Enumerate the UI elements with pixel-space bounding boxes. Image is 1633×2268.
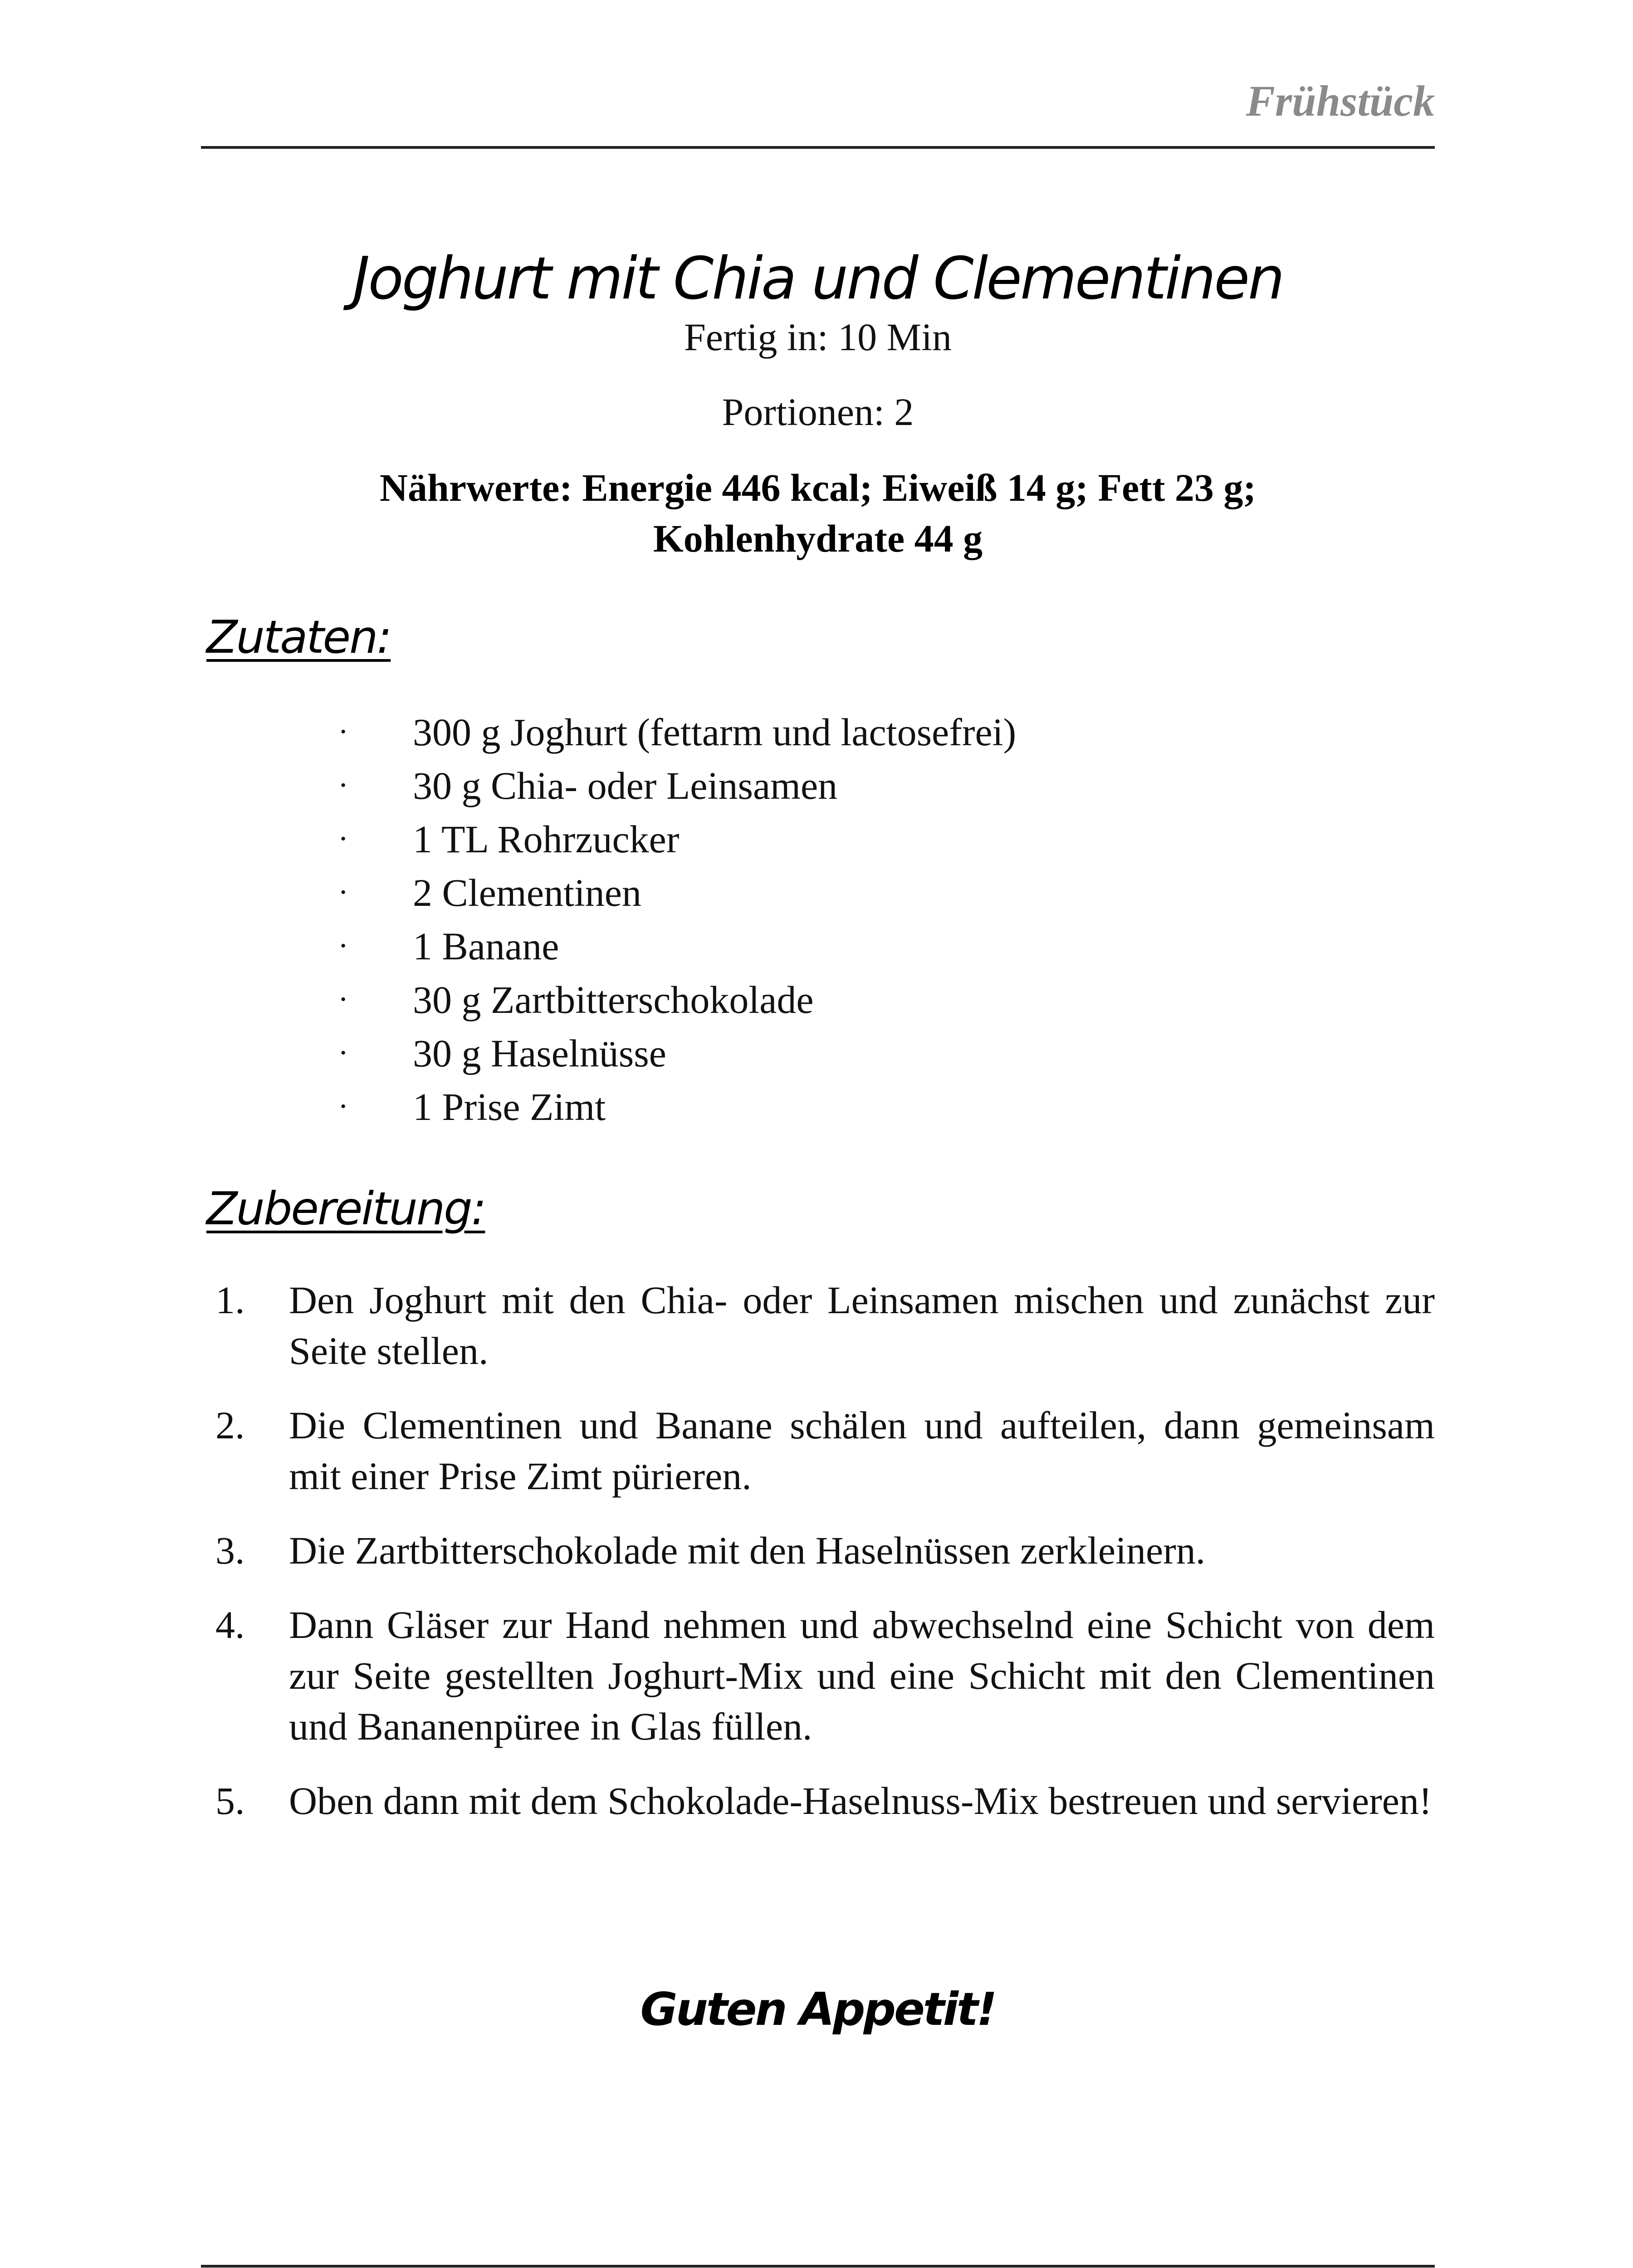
recipe-title: Joghurt mit Chia und Clementinen <box>352 244 1283 313</box>
preparation-steps <box>215 1275 1435 1850</box>
nutrition-line-1: Nährwerte: Energie 446 kcal; Eiweiß 14 g; Fett 23 g; <box>379 466 1257 509</box>
ingredient-item <box>338 866 1016 919</box>
step-text: Oben dann mit dem Schokolade-Haselnuss-Mix bestreuen und servieren! <box>289 1779 1432 1823</box>
ingredient-item <box>338 1080 1016 1134</box>
bullet-icon: · <box>338 929 349 963</box>
step-item <box>215 1525 1435 1576</box>
ingredient-item <box>338 759 1016 812</box>
step-item <box>215 1400 1435 1501</box>
bullet-icon: · <box>338 821 349 856</box>
ingredient-text: 2 Clementinen <box>413 871 641 914</box>
bullet-icon: · <box>338 1089 349 1124</box>
step-text: Die Zartbitterschokolade mit den Haselnüssen zerkleinern. <box>289 1529 1206 1572</box>
running-header: Frühstück <box>1246 77 1435 125</box>
step-item <box>215 1775 1435 1826</box>
bullet-icon: · <box>338 982 349 1017</box>
step-item <box>215 1599 1435 1752</box>
footer-rule <box>201 2265 1435 2268</box>
ingredient-text: 30 g Zartbitterschokolade <box>413 978 814 1022</box>
ingredient-text: 1 Prise Zimt <box>413 1085 606 1129</box>
ingredient-item <box>338 812 1016 866</box>
closing-text: Guten Appetit! <box>640 1983 996 2036</box>
step-number: 1. <box>215 1278 245 1322</box>
step-number: 4. <box>215 1603 245 1647</box>
ingredient-text: 300 g Joghurt (fettarm und lactosefrei) <box>413 710 1017 754</box>
prep-time: Fertig in: 10 Min <box>684 315 952 359</box>
ingredient-item <box>338 1026 1016 1080</box>
step-number: 3. <box>215 1529 245 1572</box>
nutrition-line-2: Kohlenhydrate 44 g <box>653 516 983 560</box>
ingredient-text: 30 g Chia- oder Leinsamen <box>413 764 838 807</box>
ingredient-text: 30 g Haselnüsse <box>413 1031 666 1075</box>
step-number: 5. <box>215 1779 245 1823</box>
bullet-icon: · <box>338 875 349 910</box>
ingredient-item <box>338 919 1016 973</box>
ingredient-item <box>338 973 1016 1026</box>
ingredient-text: 1 Banane <box>413 924 559 968</box>
header-rule <box>201 146 1435 149</box>
step-item <box>215 1275 1435 1376</box>
ingredient-item <box>338 705 1016 759</box>
ingredients-list <box>338 705 1016 1134</box>
bullet-icon: · <box>338 768 349 803</box>
step-text: Die Clementinen und Banane schälen und aufteilen, dann gemeinsam mit einer Prise Zimt pürieren. <box>289 1403 1435 1498</box>
nutrition-info <box>201 463 1435 564</box>
step-number: 2. <box>215 1403 245 1447</box>
bullet-icon: · <box>338 714 349 749</box>
step-text: Den Joghurt mit den Chia- oder Leinsamen mischen und zunächst zur Seite stellen. <box>289 1278 1435 1373</box>
step-text: Dann Gläser zur Hand nehmen und abwechselnd eine Schicht von dem zur Seite gestellten Joghurt-Mix und eine Schicht mit den Clementinen und Bananenpüree in Glas füllen. <box>289 1603 1435 1748</box>
ingredients-heading: Zutaten: <box>206 611 391 664</box>
portions: Portionen: 2 <box>722 390 914 434</box>
bullet-icon: · <box>338 1036 349 1070</box>
preparation-heading: Zubereitung: <box>206 1182 485 1235</box>
ingredient-text: 1 TL Rohrzucker <box>413 817 680 861</box>
